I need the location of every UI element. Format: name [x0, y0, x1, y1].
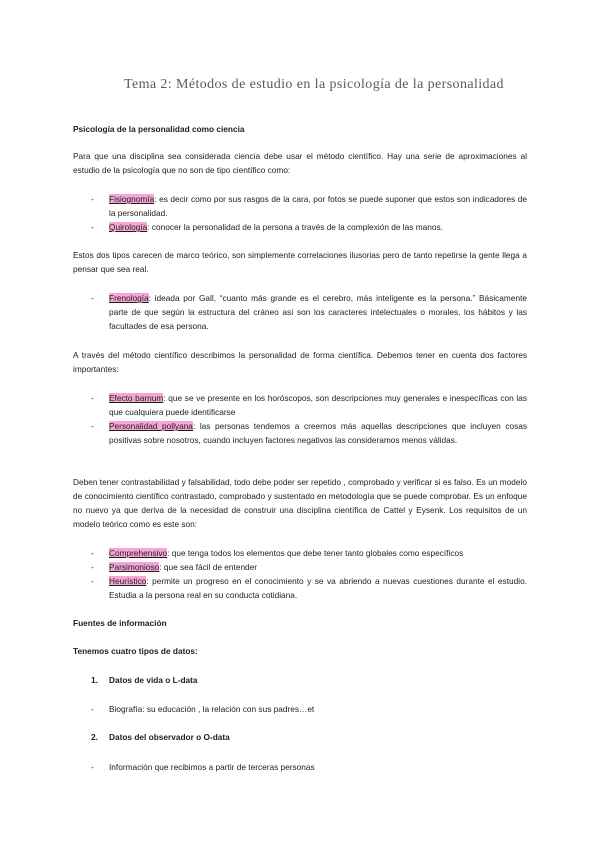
term-highlight: Parsimonioso — [109, 562, 160, 572]
term-definition: : conocer la personalidad de la persona a través de la complexión de las manos. — [147, 222, 443, 232]
term-highlight: Comprehensivo — [109, 548, 168, 558]
section-heading-ciencia: Psicología de la personalidad como ciencia — [73, 124, 245, 134]
paragraph-correlaciones: Estos dos tipos carecen de marco teórico, son simplemente correlaciones ilusorias pero de tanto repetirse la gente llega a pensar que sea real. — [73, 250, 527, 274]
list-item-text: Información que recibimos a partir de terceras personas — [109, 762, 315, 772]
term-definition: : ideada por Gall, “cuanto más grande es el cerebro, más inteligente es la persona.” Básicamente parte de que según la estructura del cráneo así son los caracteres intelectuales o morales, los hábitos y las facultades de esa persona. — [109, 293, 527, 331]
paragraph-metodo-cientifico: A través del método científico describimos la personalidad de forma científica. Debemos tener en cuenta dos factores importantes: — [73, 350, 527, 374]
page-title: Tema 2: Métodos de estudio en la psicología de la personalidad — [124, 77, 504, 92]
term-highlight: Frenología — [109, 293, 149, 303]
bullet-dash: - — [91, 576, 94, 586]
term-highlight: Personalidad pollyana — [109, 421, 193, 431]
bullet-dash: - — [91, 562, 94, 572]
bullet-dash: - — [91, 393, 94, 403]
list-item-text: Biografía: su educación , la relación con sus padres…et — [109, 704, 315, 714]
term-definition: : que sea fácil de entender — [159, 562, 258, 572]
numbered-item-number: 1. — [91, 675, 98, 685]
bullet-dash: - — [91, 293, 94, 303]
term-definition: : permite un progreso en el conocimiento y se va abriendo a nuevas cuestiones durante el estudio. Estudia a la persona real en su conducta cotidiana. — [109, 576, 527, 600]
term-definition: : las personas tendemos a creernos más aquellas descripciones que incluyen cosas positivas sobre nosotros, cuando incluyen factores negativos las consideramos menos válidas. — [109, 421, 528, 445]
term-definition: : es decir como por sus rasgos de la cara, por fotos se puede suponer que estos son indicadores de la personalidad. — [109, 194, 527, 218]
bullet-dash: - — [91, 548, 94, 558]
bullet-dash: - — [91, 421, 94, 431]
paragraph-intro: Para que una disciplina sea considerada ciencia debe usar el método científico. Hay una serie de aproximaciones al estudio de la psicología que no son de tipo científico como: — [73, 151, 527, 175]
numbered-item-l-data: Datos de vida o L-data — [109, 675, 198, 685]
bullet-dash: - — [91, 762, 94, 772]
term-highlight: Fisiognomía — [109, 194, 155, 204]
term-highlight: Heurístico — [109, 576, 147, 586]
bullet-dash: - — [91, 704, 94, 714]
paragraph-contrastabilidad: Deben tener contrastabilidad y falsabilidad, todo debe poder ser repetido , comprobado y verificar si es falso. Es un modelo de conocimiento científico contrastado, comprobado y sustentado en metodología que se puede comprobar. Es un enfoque no nuevo ya que deriva de la necesidad de construir una disciplina científica de Cattel y Eysenk. Los requisitos de un modelo teórico como es este son: — [73, 477, 527, 529]
term-highlight: Quirología — [109, 222, 148, 232]
term-highlight: Efecto barnum — [109, 393, 164, 403]
term-definition: : que tenga todos los elementos que debe tener tanto globales como específicos — [167, 548, 464, 558]
bullet-dash: - — [91, 222, 94, 232]
bullet-dash: - — [91, 194, 94, 204]
section-heading-fuentes: Fuentes de información — [73, 618, 167, 628]
term-definition: : que se ve presente en los horóscopos, son descripciones muy generales e inespecíficas con las que cualquiera puede identificarse — [109, 393, 527, 417]
numbered-item-o-data: Datos del observador o O-data — [109, 732, 230, 742]
paragraph-tipos-datos: Tenemos cuatro tipos de datos: — [73, 646, 198, 656]
numbered-item-number: 2. — [91, 732, 98, 742]
